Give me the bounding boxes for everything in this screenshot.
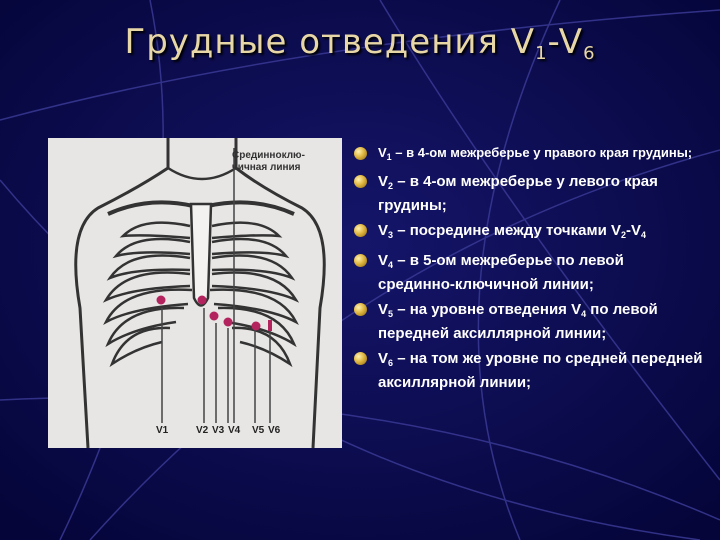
list-item: $V_5$ – на уровне отведения $V_4$ по левой передней аксиллярной линии;	[354, 300, 704, 343]
midclavicular-line-label: Срединноклю-чичная линия	[232, 150, 305, 173]
electrode-v1	[157, 296, 166, 305]
bullet-icon	[354, 147, 367, 160]
lead-label-v6: V6	[268, 425, 281, 436]
electrode-v4	[224, 318, 233, 327]
bullet-icon	[354, 303, 367, 316]
electrode-v2	[198, 296, 207, 305]
list-item: $V_2$ – в 4-ом межреберье у левого края грудины;	[354, 172, 704, 215]
list-item: $V_4$ – в 5-ом межреберье по левой срединно-ключичной линии;	[354, 251, 704, 294]
slide-title: Грудные отведения $V_1-V_6$	[124, 22, 596, 64]
lead-label-v4: V4	[228, 425, 241, 436]
bullet-icon	[354, 224, 367, 237]
lead-label-v3: V3	[212, 425, 225, 436]
lead-label-v5: V5	[252, 425, 265, 436]
list-item: $V_1$ – в 4-ом межреберье у правого края грудины;	[354, 144, 704, 166]
electrode-v6	[268, 320, 272, 331]
list-item: $V_6$ – на том же уровне по средней передней аксиллярной линии;	[354, 349, 704, 392]
list-item: $V_3$ – посредине между точками $V_2-V_4$	[354, 221, 704, 245]
bullet-icon	[354, 352, 367, 365]
bullet-icon	[354, 175, 367, 188]
lead-placement-list	[354, 144, 704, 398]
electrode-v5	[252, 322, 261, 331]
bullet-icon	[354, 254, 367, 267]
electrode-v3	[210, 312, 219, 321]
lead-label-v1: V1	[156, 425, 169, 436]
chest-leads-figure	[48, 138, 342, 448]
torso-ribcage-illustration	[48, 138, 342, 448]
lead-label-v2: V2	[196, 425, 209, 436]
